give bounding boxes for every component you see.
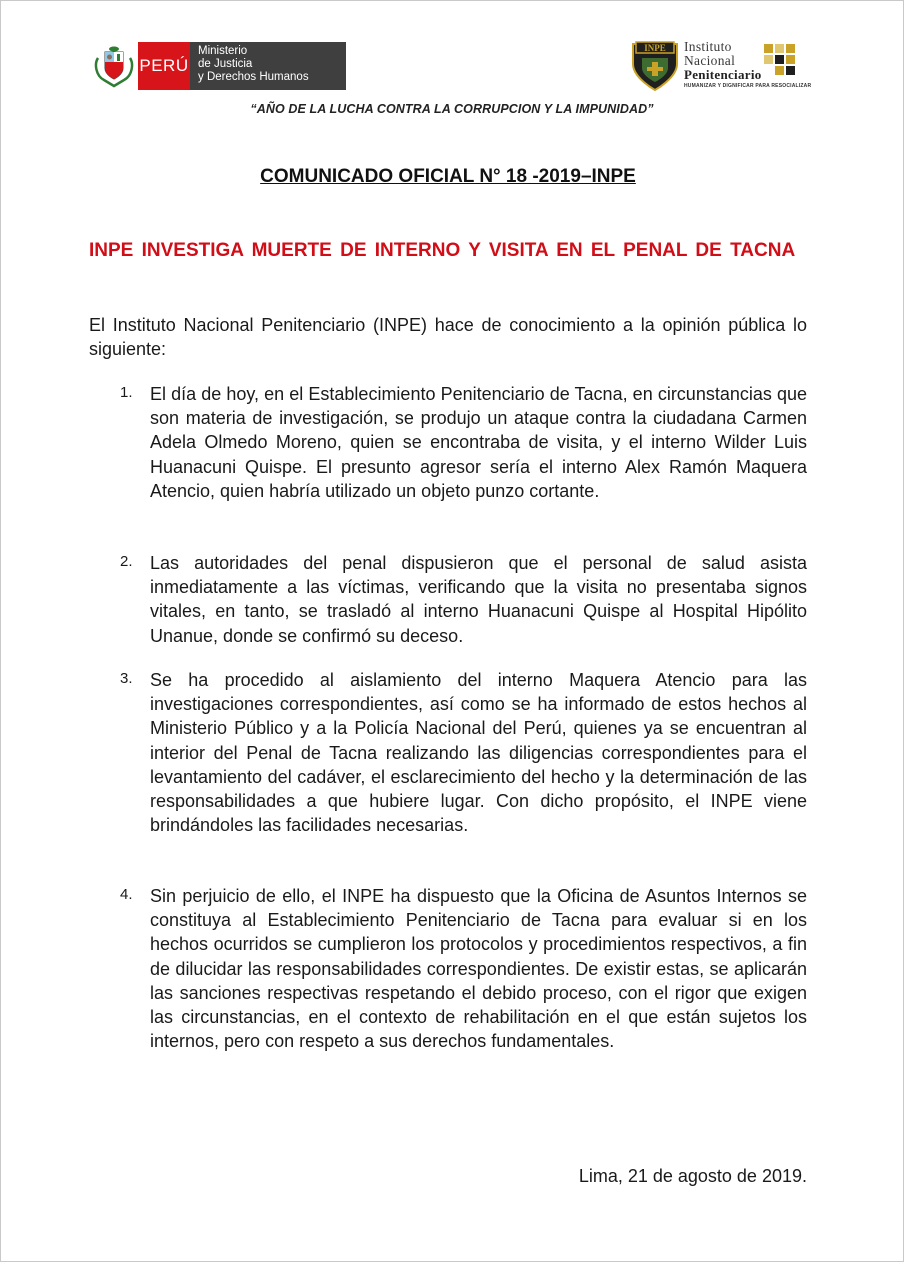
- headline: INPE INVESTIGA MUERTE DE INTERNO Y VISITA EN EL PENAL DE TACNA: [89, 240, 796, 261]
- peru-brand-block: [138, 42, 190, 90]
- inpe-name-line: Penitenciario: [684, 67, 762, 82]
- inpe-squares-icon: [762, 42, 798, 76]
- list-item: [89, 551, 807, 648]
- inpe-name-line: Instituto: [684, 39, 732, 54]
- inpe-tagline: HUMANIZAR Y DIGNIFICAR PARA RESOCIALIZAR: [684, 83, 812, 89]
- list-item-number: 2.: [120, 553, 133, 570]
- year-motto: “AÑO DE LA LUCHA CONTRA LA CORRUPCION Y LA IMPUNIDAD”: [250, 102, 654, 116]
- list-item-number: 4.: [120, 886, 133, 903]
- inpe-shield-logo: [630, 38, 680, 92]
- list-item-number: 3.: [120, 670, 133, 687]
- document-title: COMUNICADO OFICIAL N° 18 -2019–INPE: [260, 166, 636, 187]
- peru-coat-of-arms-icon: [94, 44, 134, 88]
- list-item-text: Se ha procedido al aislamiento del interno Maquera Atencio para las investigaciones correspondientes, así como se ha informado de estos hechos al Ministerio Público y a la Policía Nacional del Perú, quienes ya se encuentran al interior del Penal de Tacna realizando las diligencias correspondientes para el levantamiento del cadáver, el esclarecimiento del hecho y la determinación de las responsabilidades a que hubiere lugar. Con dicho propósito, el INPE viene brindándoles las facilidades necesarias.: [150, 670, 807, 836]
- list-item-text: El día de hoy, en el Establecimiento Penitenciario de Tacna, en circunstancias que son materia de investigación, se produjo un ataque contra la ciudadana Carmen Adela Olmedo Moreno, quien se encontraba de visita, y el interno Wilder Luis Huanacuni Quispe. El presunto agresor sería el interno Alex Ramón Maquera Atencio, quien habría utilizado un objeto punzo cortante.: [150, 384, 807, 501]
- inpe-shield-text: INPE: [644, 43, 666, 53]
- ministry-line: de Justicia: [198, 58, 253, 70]
- peru-label: PERÚ: [139, 56, 189, 75]
- list-item: [89, 382, 807, 503]
- list-item-text: Sin perjuicio de ello, el INPE ha dispuesto que la Oficina de Asuntos Internos se constituya al Establecimiento Penitenciario de Tacna para evaluar si en los hechos ocurridos se cumplieron los protocolos y procedimientos respectivos, a fin de dilucidar las responsabilidades correspondientes. De existir estas, se aplicarán las sanciones respectivas respetando el debido proceso, con el rigor que exigen las circunstancias, en el contexto de rehabilitación en el que están sujetos los internos, pero con respeto a sus derechos fundamentales.: [150, 886, 807, 1052]
- signoff-date: Lima, 21 de agosto de 2019.: [578, 1166, 807, 1186]
- list-item: [89, 884, 807, 1053]
- ministry-line: Ministerio: [198, 45, 248, 57]
- ministry-line: y Derechos Humanos: [198, 71, 309, 83]
- intro-paragraph: El Instituto Nacional Penitenciario (INPE) hace de conocimiento a la opinión pública lo siguiente:: [89, 315, 807, 359]
- list-item-text: Las autoridades del penal dispusieron que el personal de salud asista inmediatamente a las víctimas, verificando que la visita no presentaba signos vitales, en tanto, se trasladó al interno Huanacuni Quispe al Hospital Hipólito Unanue, donde se confirmó su deceso.: [150, 553, 807, 646]
- inpe-name-line: Nacional: [684, 53, 736, 68]
- list-item: [89, 668, 807, 837]
- ministry-brand-block: [190, 42, 346, 90]
- list-item-number: 1.: [120, 384, 133, 401]
